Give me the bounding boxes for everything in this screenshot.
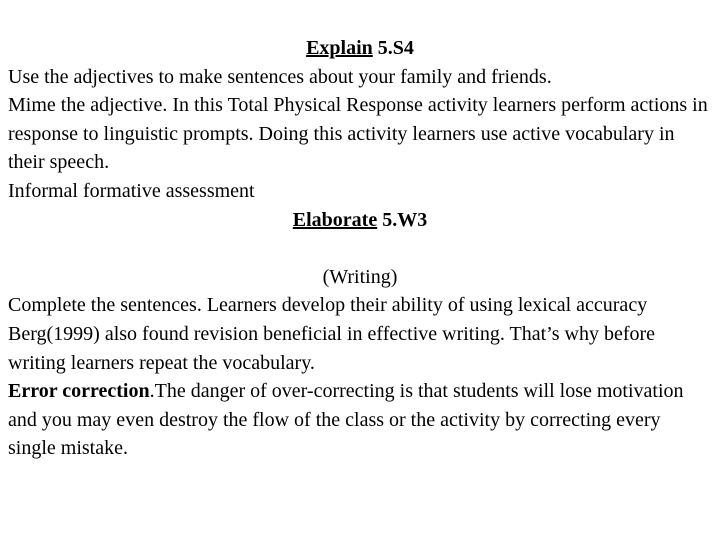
elaborate-heading-word: Elaborate xyxy=(292,208,378,231)
explain-paragraph: Mime the adjective. In this Total Physical Response activity learners perform actions in response to linguistic prompts. Doing this activity learners use active vocabulary in their speech. xyxy=(8,94,708,174)
error-correction-paragraph xyxy=(8,377,712,463)
elaborate-paragraph-1: Complete the sentences. Learners develop their ability of using lexical accuracy xyxy=(8,294,648,317)
document-page xyxy=(8,34,712,463)
elaborate-paragraph-2: Berg(1999) also found revision beneficial in effective writing. That’s why before writing learners repeat the vocabulary. xyxy=(8,322,656,374)
explain-heading-word: Explain xyxy=(306,37,373,59)
spacer xyxy=(8,234,712,263)
error-correction-text: .The danger of over-correcting is that students will lose motivation and you may even destroy the flow of the class or the activity by correcting every single mistake. xyxy=(8,380,684,460)
explain-heading xyxy=(8,34,712,63)
error-correction-label: Error correction xyxy=(8,380,150,403)
elaborate-subheading: (Writing) xyxy=(322,265,398,288)
elaborate-heading-code: 5.W3 xyxy=(382,208,428,231)
explain-assessment: Informal formative assessment xyxy=(8,179,255,202)
explain-heading-code: 5.S4 xyxy=(377,37,414,59)
explain-instruction: Use the adjectives to make sentences about your family and friends. xyxy=(8,65,552,88)
elaborate-heading xyxy=(8,206,712,235)
